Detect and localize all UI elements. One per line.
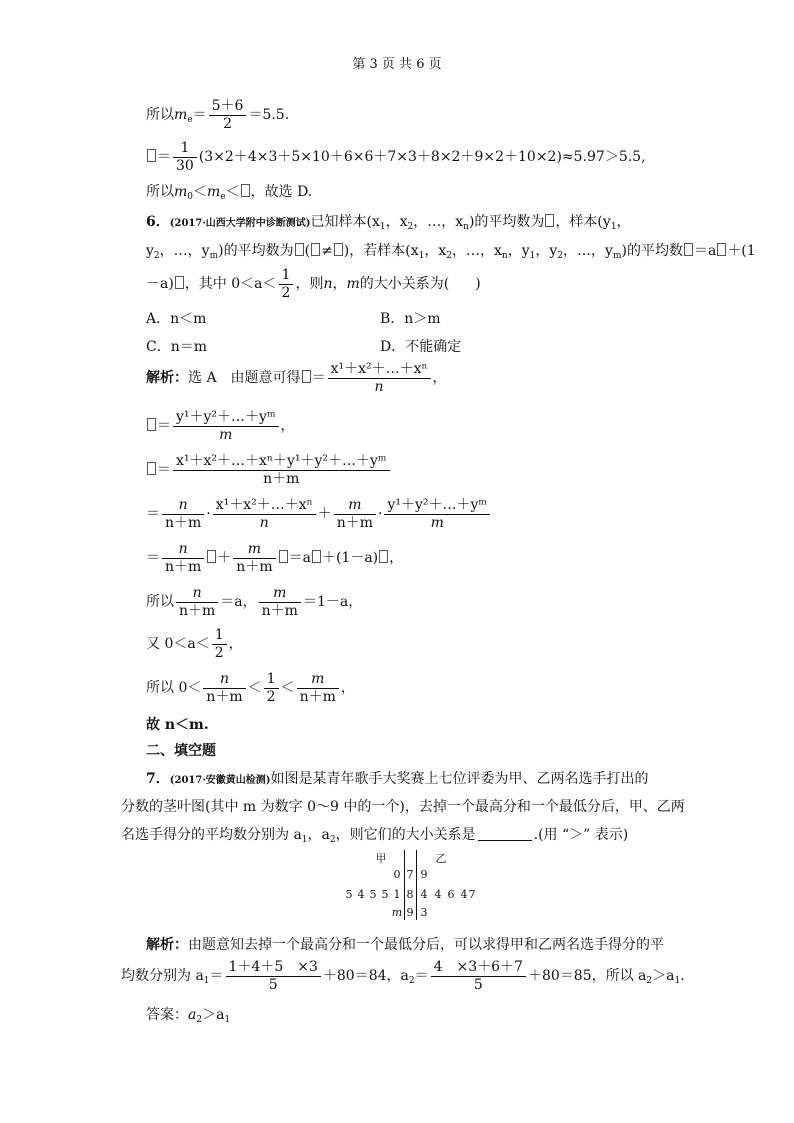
leaf: 3	[420, 906, 428, 919]
fraction: $\frac{\text{x¹＋x²＋…＋xⁿ＋y¹＋y²＋…＋yᵐ}}{n+m}$	[173, 453, 390, 488]
solution-6-step5: ＝ $\frac{n}{n+m}$ ＋ $\frac{m}{n+m}$ ＝a ＋(1－a) ，	[146, 540, 404, 575]
fraction: $\frac{\text{x¹＋x²＋…＋xⁿ}}{n}$	[213, 497, 316, 532]
text: ＝	[157, 149, 171, 165]
leaf: 9	[420, 868, 428, 881]
xbar-placeholder-icon	[302, 370, 311, 383]
fraction: $\frac{\text{y¹＋y²＋…＋yᵐ}}{m}$	[384, 497, 490, 532]
text: m	[174, 107, 188, 123]
stem-leaf-plot	[340, 850, 480, 922]
answer-blank	[478, 826, 532, 841]
question-6-line3: －a) ，其中 0＜a＜ $\frac{1}{2}$ ，则n，m的大小关系为( )	[146, 266, 481, 301]
solution-6-step3: ＝ $\frac{\text{x¹＋x²＋…＋xⁿ＋y¹＋y²＋…＋yᵐ}}{n+m}$	[146, 452, 392, 488]
option-a: A．n＜m	[146, 311, 207, 327]
page-header: 第 3 页 共 6 页	[352, 57, 442, 72]
fraction: $\frac{1}{2}$	[279, 267, 294, 302]
leaf: 4	[357, 888, 365, 901]
solution-6-step4: ＝ $\frac{n}{n+m}$ · $\frac{\text{x¹＋x²＋…＋xⁿ}}{n}$ ＋ $\frac{m}{n+m}$ · $\frac{\text{y¹＋y²＋…＋yᵐ}}{m}$	[146, 496, 492, 532]
ybar-placeholder-icon	[279, 550, 288, 563]
question-7-line2: 分数的茎叶图(其中 m 为数字 0～9 中的一个)，去掉一个最高分和一个最低分后，甲、乙两	[121, 799, 685, 815]
text: (3×2＋4×3＋5×10＋6×6＋7×3＋8×2＋9×2＋10×2)≈5.97＞5.5,	[198, 149, 646, 165]
xbar-placeholder-icon	[241, 184, 250, 197]
xbar-placeholder-icon	[147, 149, 156, 162]
median-line	[146, 97, 289, 138]
fraction: $\frac{\text{x¹＋x²＋…＋xⁿ}}{n}$	[328, 361, 431, 396]
solution-6-step6: 所以 $\frac{n}{n+m}$ ＝a， $\frac{m}{n+m}$ ＝1－a，	[146, 584, 363, 619]
ybar-placeholder-icon	[379, 550, 388, 563]
leaf: 1	[393, 888, 401, 901]
fraction: $\frac{\text{y¹＋y²＋…＋yᵐ}}{m}$	[173, 409, 279, 444]
text: e	[187, 115, 193, 125]
solution-6-step2: ＝ $\frac{\text{y¹＋y²＋…＋yᵐ}}{m}$ ，	[146, 408, 295, 444]
question-7-line3: 名选手得分的平均数分别为 $a_1$，$a_2$，则它们的大小关系是 .(用 “＞” 表示)	[121, 827, 629, 845]
leaf: 4	[420, 888, 428, 901]
fraction: $\frac{n}{n+m}$	[176, 585, 218, 620]
fraction: $\frac{1+4+5 \times 3}{5}$	[226, 959, 321, 994]
ybar-placeholder-icon	[147, 418, 156, 431]
xbar-placeholder-icon	[312, 550, 321, 563]
option-b: B．n＞m	[380, 311, 441, 327]
leaf: 4	[434, 888, 442, 901]
solution-6-step1: 解析：选 A 由题意可得 ＝ $\frac{\text{x¹＋x²＋…＋xⁿ}}{n}$ ，	[146, 360, 447, 395]
leaf: 6	[447, 888, 455, 901]
mean-line	[146, 139, 646, 175]
fraction: $\frac{5+6}{2}$	[209, 98, 247, 133]
fraction: $\frac{1}{30}$	[173, 140, 197, 175]
xbar-placeholder-icon	[311, 243, 320, 256]
leaf: 5	[345, 888, 353, 901]
solution-6-step7: 又 0＜a＜ $\frac{1}{2}$ ，	[146, 626, 243, 661]
zbar-placeholder-icon	[147, 462, 156, 475]
fraction: $\frac{4 \times 3+6+7}{5}$	[431, 959, 526, 994]
leaf: 5	[369, 888, 377, 901]
stem: 8	[406, 888, 414, 901]
solution-7-line2: 均数分别为 $a_1=$ $\frac{1+4+5 \times 3}{5}$ ＋80＝84，$a_2=$ $\frac{4 \times 3+6+7}{5}$ ＋80＝85，所以 $a_2>a_1$.	[121, 958, 685, 993]
stem: 9	[406, 906, 414, 919]
fraction: $\frac{n}{n+m}$	[162, 541, 204, 576]
stem-leaf-right-header: 乙	[435, 852, 447, 865]
option-d: D．不能确定	[380, 339, 462, 355]
stem: 7	[406, 868, 414, 881]
solution-6-step8: 所以 0＜ $\frac{n}{n+m}$ ＜ $\frac{1}{2}$ ＜ $\frac{m}{n+m}$ ，	[146, 670, 355, 705]
text: 所以	[146, 107, 174, 123]
question-6-line2: $y_2$，…，$y_m$)的平均数为 ( ≠ )，若样本($x_1$，$x_2$，…，$x_n$，$y_1$，$y_2$，…，$y_m$)的平均数 ＝a ＋(1	[146, 243, 756, 261]
compare-line: 所以$m_0<m_e<$ ，故选 D.	[146, 184, 313, 202]
leaf: 4	[460, 888, 468, 901]
ybar-placeholder-icon	[295, 243, 304, 256]
leaf: 0	[393, 868, 401, 881]
zbar-placeholder-icon	[684, 243, 693, 256]
ybar-placeholder-icon	[175, 276, 184, 289]
question-7-line1: 7．(2017·安徽黄山检测)如图是某青年歌手大奖赛上七位评委为甲、乙两名选手打出的	[146, 771, 649, 787]
fraction: $\frac{m}{n+m}$	[259, 585, 301, 620]
fraction: $\frac{1}{2}$	[264, 671, 279, 706]
option-c: C．n＝m	[146, 339, 208, 355]
stem-leaf-left-header: 甲	[375, 852, 387, 865]
xbar-placeholder-icon	[717, 243, 726, 256]
leaf: 7	[468, 888, 476, 901]
xbar-placeholder-icon	[545, 214, 554, 227]
fraction: $\frac{1}{2}$	[212, 627, 227, 662]
solution-7-line1: 解析：由题意知去掉一个最高分和一个最低分后，可以求得甲和乙两名选手得分的平	[146, 937, 664, 953]
answer-7: 答案：$a_2>a_1$	[146, 1007, 231, 1025]
text: ＝5.5.	[248, 107, 290, 123]
solution-6-conclusion: 故 n＜m.	[146, 717, 209, 733]
fraction: $\frac{n}{n+m}$	[162, 497, 204, 532]
text: ＝	[192, 107, 207, 123]
leaf: 5	[381, 888, 389, 901]
question-6-line1: 6．(2017·山西大学附中诊断测试)已知样本($x_1$，$x_2$，…，$x_n$)的平均数为 ，样本($y_1$，	[146, 214, 631, 232]
fraction: $\frac{n}{n+m}$	[203, 671, 245, 706]
ybar-placeholder-icon	[334, 243, 343, 256]
leaf: m	[391, 906, 403, 919]
fraction: $\frac{m}{n+m}$	[334, 497, 376, 532]
fraction: $\frac{m}{n+m}$	[297, 671, 339, 706]
section-title: 二、填空题	[146, 743, 216, 759]
fraction: $\frac{m}{n+m}$	[233, 541, 275, 576]
xbar-placeholder-icon	[207, 550, 216, 563]
